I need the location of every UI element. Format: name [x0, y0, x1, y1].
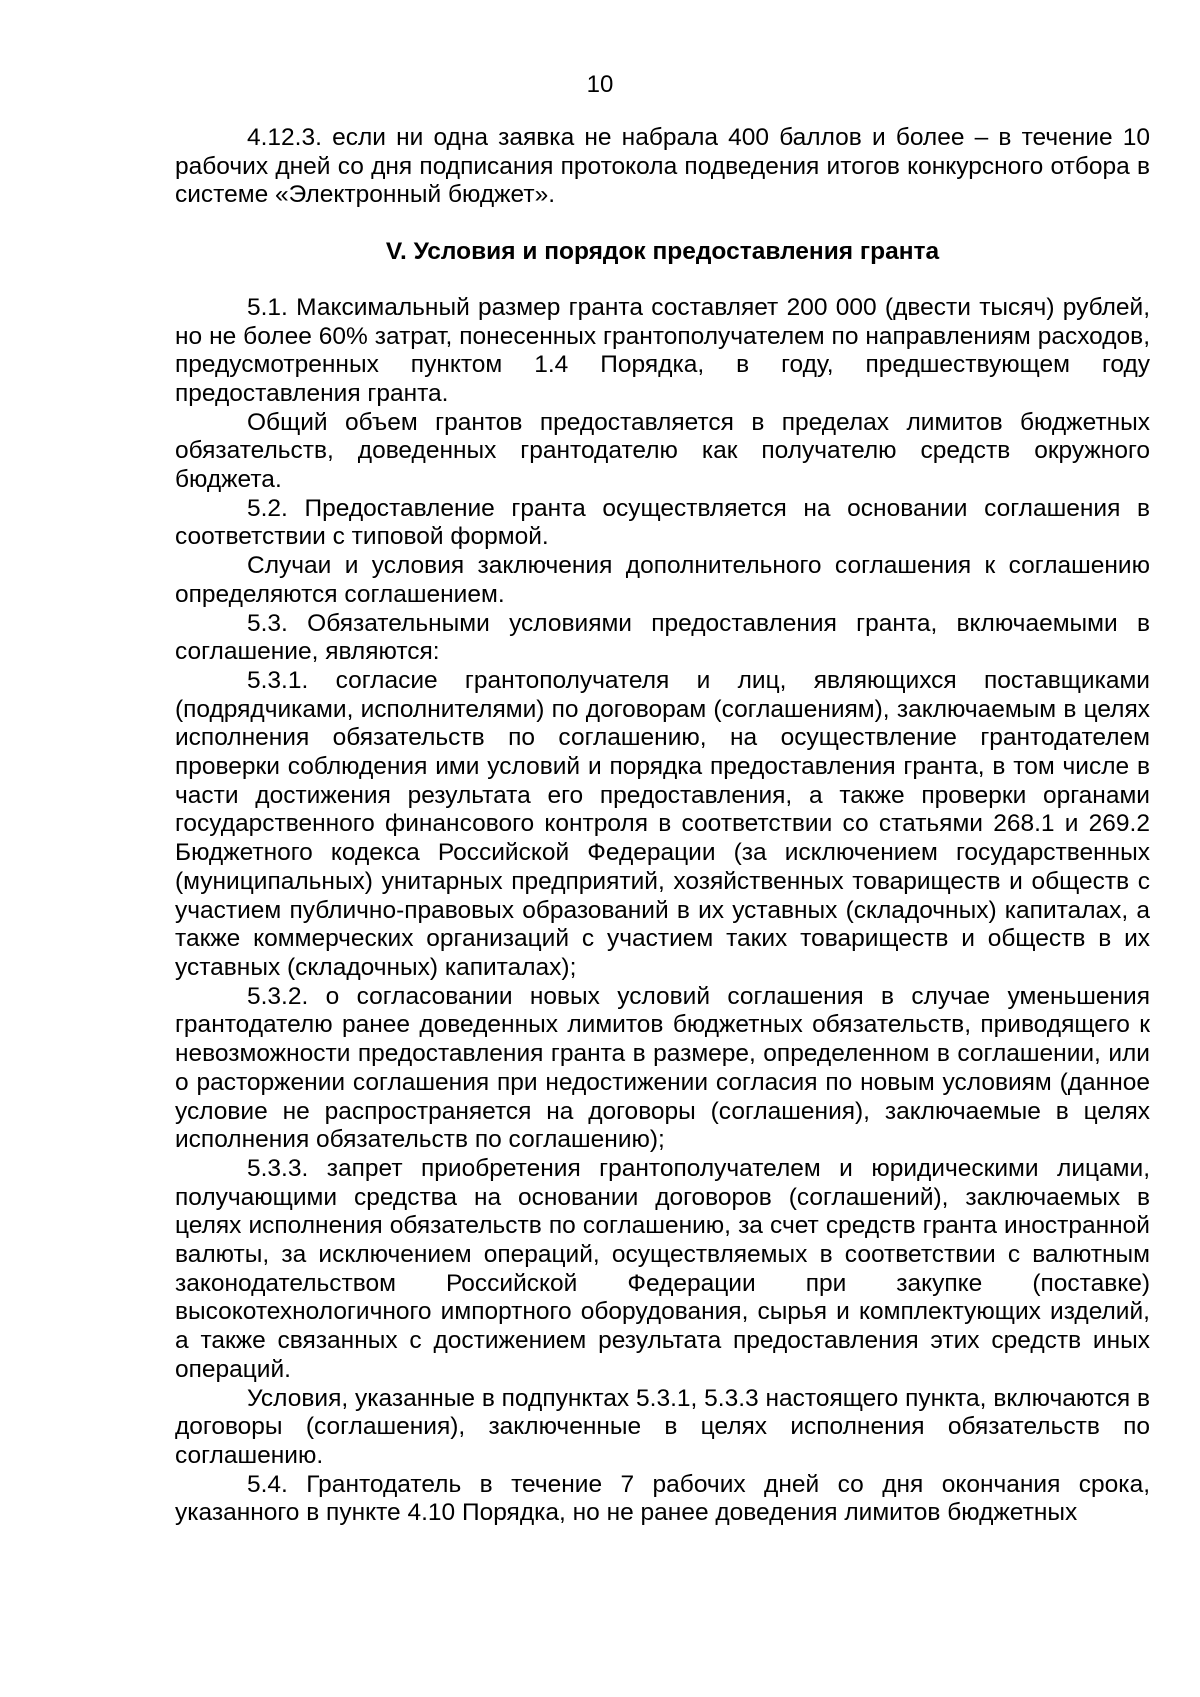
page-number: 10 — [586, 71, 614, 98]
paragraph-5-3-2: 5.3.2. о согласовании новых условий соглашения в случае уменьшения грантодателю ранее доведенных лимитов бюджетных обязательств, приводящего к невозможности предоставления гранта в размере, определенном в соглашении, или о расторжении соглашения при недостижении согласия по новым условиям (данное условие не распространяется на договоры (соглашения), заключаемые в целях исполнения обязательств по соглашению); — [175, 982, 1150, 1154]
paragraph-5-4: 5.4. Грантодатель в течение 7 рабочих дней со дня окончания срока, указанного в пункте 4.10 Порядка, но не ранее доведения лимитов бюджетных — [175, 1470, 1150, 1527]
section-heading: V. Условия и порядок предоставления гранта — [385, 238, 940, 266]
paragraph-5-3-1: 5.3.1. согласие грантополучателя и лиц, являющихся поставщиками (подрядчиками, исполнителями) по договорам (соглашениям), заключаемым в целях исполнения обязательств по соглашению, на осуществление грантодателем проверки соблюдения ими условий и порядка предоставления гранта, в том числе в части достижения результата его предоставления, а также проверки органами государственного финансового контроля в соответствии со статьями 268.1 и 269.2 Бюджетного кодекса Российской Федерации (за исключением государственных (муниципальных) унитарных предприятий, хозяйственных товариществ и обществ с участием публично-правовых образований в их уставных (складочных) капиталах, а также коммерческих организаций с участием таких товариществ и обществ в их уставных (складочных) капиталах); — [175, 666, 1150, 981]
paragraph-conditions-included: Условия, указанные в подпунктах 5.3.1, 5.3.3 настоящего пункта, включаются в договоры (соглашения), заключенные в целях исполнения обязательств по соглашению. — [175, 1384, 1150, 1469]
paragraph-total-volume: Общий объем грантов предоставляется в пределах лимитов бюджетных обязательств, доведенных грантодателю как получателю средств окружного бюджета. — [175, 408, 1150, 494]
paragraph-additional-agreement: Случаи и условия заключения дополнительного соглашения к соглашению определяются соглашением. — [175, 552, 1150, 608]
paragraph-5-2: 5.2. Предоставление гранта осуществляется на основании соглашения в соответствии с типовой формой. — [175, 494, 1150, 551]
page-body — [175, 124, 1150, 1528]
paragraph-5-3: 5.3. Обязательными условиями предоставления гранта, включаемыми в соглашение, являются: — [175, 609, 1150, 666]
paragraph-5-3-3: 5.3.3. запрет приобретения грантополучателем и юридическими лицами, получающими средства на основании договоров (соглашений), заключаемых в целях исполнения обязательств по соглашению, за счет средств гранта иностранной валюты, за исключением операций, осуществляемых в соответствии с валютным законодательством Российской Федерации при закупке (поставке) высокотехнологичного импортного оборудования, сырья и комплектующих изделий, а также связанных с достижением результата предоставления этих средств иных операций. — [175, 1154, 1150, 1383]
paragraph-5-1: 5.1. Максимальный размер гранта составляет 200 000 (двести тысяч) рублей, но не более 60% затрат, понесенных грантополучателем по направлениям расходов, предусмотренных пунктом 1.4 Порядка, в году, предшествующем году предоставления гранта. — [175, 293, 1150, 407]
paragraph-4-12-3: 4.12.3. если ни одна заявка не набрала 400 баллов и более – в течение 10 рабочих дней со дня подписания протокола подведения итогов конкурсного отбора в системе «Электронный бюджет». — [175, 124, 1150, 209]
